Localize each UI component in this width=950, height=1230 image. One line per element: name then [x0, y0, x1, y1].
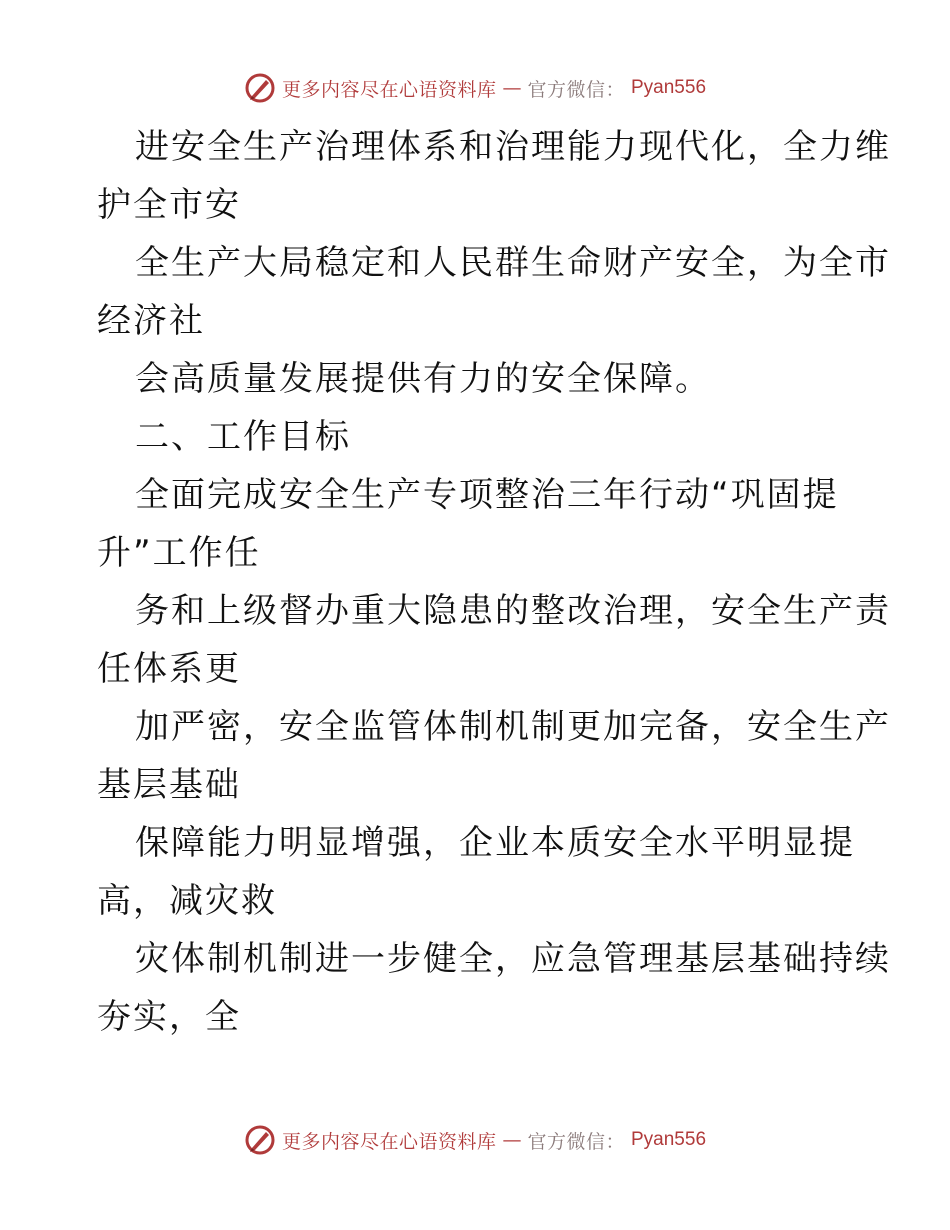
header-wechat-id: Pyan556: [631, 77, 707, 98]
footer-site-text: 更多内容尽在心语资料库: [281, 1130, 497, 1153]
text-line: 进安全生产治理体系和治理能力现代化，全力维: [135, 127, 891, 167]
text-line: 会高质量发展提供有力的安全保障。: [135, 359, 711, 399]
text-line: 灾体制机制进一步健全，应急管理基层基础持续: [135, 939, 891, 979]
text-line: 全生产大局稳定和人民群生命财产安全，为全市: [135, 243, 891, 283]
header-banner: [0, 68, 950, 108]
quill-pen-logo-icon: [244, 72, 276, 104]
text-line: 基层基础: [97, 765, 241, 805]
footer-official-label: 官方微信：: [527, 1130, 625, 1153]
header-site-text: 更多内容尽在心语资料库: [281, 78, 497, 101]
text-line: 任体系更: [97, 649, 241, 689]
text-line: 加严密，安全监管体制机制更加完备，安全生产: [135, 707, 891, 747]
quill-pen-logo-icon: [244, 1124, 276, 1156]
footer-dash: —: [502, 1129, 522, 1151]
section-heading: 二、工作目标: [135, 417, 351, 457]
text-line: 升”工作任: [97, 533, 261, 573]
footer-wechat-id: Pyan556: [631, 1129, 707, 1150]
text-line: 高，减灾救: [97, 881, 277, 921]
header-official-label: 官方微信：: [527, 78, 625, 101]
text-line: 经济社: [97, 301, 205, 341]
header-dash: —: [502, 77, 522, 99]
text-line: 务和上级督办重大隐患的整改治理，安全生产责: [135, 591, 891, 631]
document-body: [97, 118, 891, 1046]
text-line: 全面完成安全生产专项整治三年行动“巩固提: [135, 475, 839, 515]
footer-banner: [0, 1120, 950, 1160]
text-line: 保障能力明显增强，企业本质安全水平明显提: [135, 823, 855, 863]
text-line: 护全市安: [97, 185, 241, 225]
text-line: 夯实，全: [97, 997, 241, 1037]
